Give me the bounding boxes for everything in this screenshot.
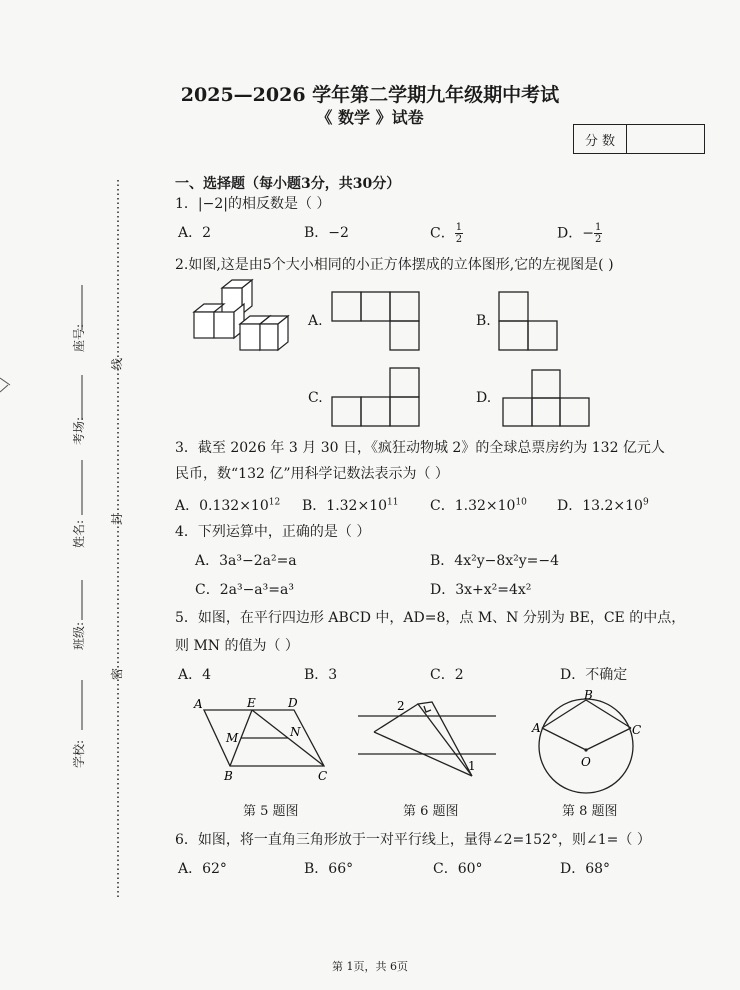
school-label: 学校: [72,739,86,768]
fig6-label-2: 2 [397,699,405,713]
q2-option-d-figure [501,368,595,428]
figure-6-caption: 第 6 题图 [403,804,459,819]
q6-option-c: C．60° [433,861,483,877]
q5-option-d: D．不确定 [560,667,628,683]
score-label: 分 数 [574,125,627,153]
line-mark: 线 [110,357,124,370]
q4-option-d: D．3x+x²=4x² [430,582,532,598]
fig6-label-1: 1 [468,759,476,773]
fig5-label-d: D [288,696,298,710]
q4-option-c: C．2a³−a³=a³ [195,582,294,598]
q1-option-b: B．−2 [304,225,349,241]
fig8-label-o: O [581,755,591,769]
q5-option-c: C．2 [430,667,464,683]
fig8-label-b: B [584,688,593,702]
q2-option-b-figure [497,290,561,352]
question-5-line-2: 则 MN 的值为（ ） [175,638,299,654]
q3-option-a: A．$0.132\times 10^{12}$ [175,497,281,514]
q6-option-d: D．68° [560,861,611,877]
q6-option-a: A．62° [178,861,227,877]
score-box [573,124,705,154]
fig5-label-e: E [247,696,256,710]
q3-option-d: D．$13.2\times 10^9$ [557,497,649,514]
fig8-label-c: C [632,723,642,737]
q4-option-a: A．3a³−2a²=a [195,553,297,569]
seal-mark: 封 [110,512,124,525]
room-label: 考场: [72,416,86,445]
binding-margin [0,0,140,990]
q3-option-b: B．$1.32\times 10^{11}$ [302,497,399,514]
figure-8 [530,688,650,798]
question-3-line-2: 民币，数“132 亿”用科学记数法表示为（ ） [175,466,449,482]
figure-8-caption: 第 8 题图 [562,804,618,819]
q3-option-c: C．$1.32\times 10^{10}$ [430,497,527,514]
exam-subtitle: 《 数学 》试卷 [316,108,424,127]
page-footer: 第 1页，共 6页 [332,960,408,973]
q2-option-d-label: D. [476,390,492,406]
margin-mark [0,378,10,392]
q2-option-a-figure [330,290,424,352]
figure-6 [352,692,502,784]
fig5-label-a: A [194,697,203,711]
fig5-label-c: C [318,769,328,783]
secret-mark: 密 [110,667,124,680]
q5-option-b: B．3 [304,667,338,683]
q1-option-d: D．− $\frac{1}{2}$ [557,222,602,245]
class-label: 班级: [72,621,86,650]
q4-option-b: B．4x²y−8x²y=−4 [430,553,560,569]
q2-option-c-label: C. [308,390,323,406]
score-field [627,125,704,153]
q5-option-a: A．4 [178,667,212,683]
q1-option-c: C． $\frac{1}{2}$ [430,222,463,245]
fig5-label-m: M [226,731,239,745]
fig8-label-a: A [532,721,541,735]
name-label: 姓名: [72,519,86,548]
fig5-label-n: N [290,725,301,739]
q2-option-b-label: B. [476,313,491,329]
q2-option-c-figure [330,366,424,428]
seat-label: 座号: [72,323,86,352]
figure-5 [190,692,340,784]
question-2: 2.如图,这是由5个大小相同的小正方体摆成的立体图形,它的左视图是( ) [175,257,614,273]
question-3-line-1: 3．截至 2026 年 3 月 30 日，《疯狂动物城 2》的全球总票房约为 132 亿元人 [175,440,665,456]
fig5-label-b: B [224,769,233,783]
figure-5-caption: 第 5 题图 [243,804,299,819]
q1-option-a: A．2 [178,225,212,241]
exam-title: 2025—2026 学年第二学期九年级期中考试 [180,84,560,106]
question-6: 6．如图，将一直角三角形放于一对平行线上，量得∠2=152°，则∠1=（ ） [175,832,651,848]
section-heading: 一、选择题（每小题3分，共30分） [175,176,401,192]
q2-cube-figure [188,278,290,360]
question-1: 1．|−2|的相反数是（ ） [175,196,331,212]
q2-option-a-label: A. [308,313,323,329]
question-4: 4．下列运算中，正确的是（ ） [175,524,371,540]
question-5-line-1: 5．如图，在平行四边形 ABCD 中，AD=8，点 M、N 分别为 BE，CE 的中点， [175,610,686,626]
q6-option-b: B．66° [304,861,354,877]
